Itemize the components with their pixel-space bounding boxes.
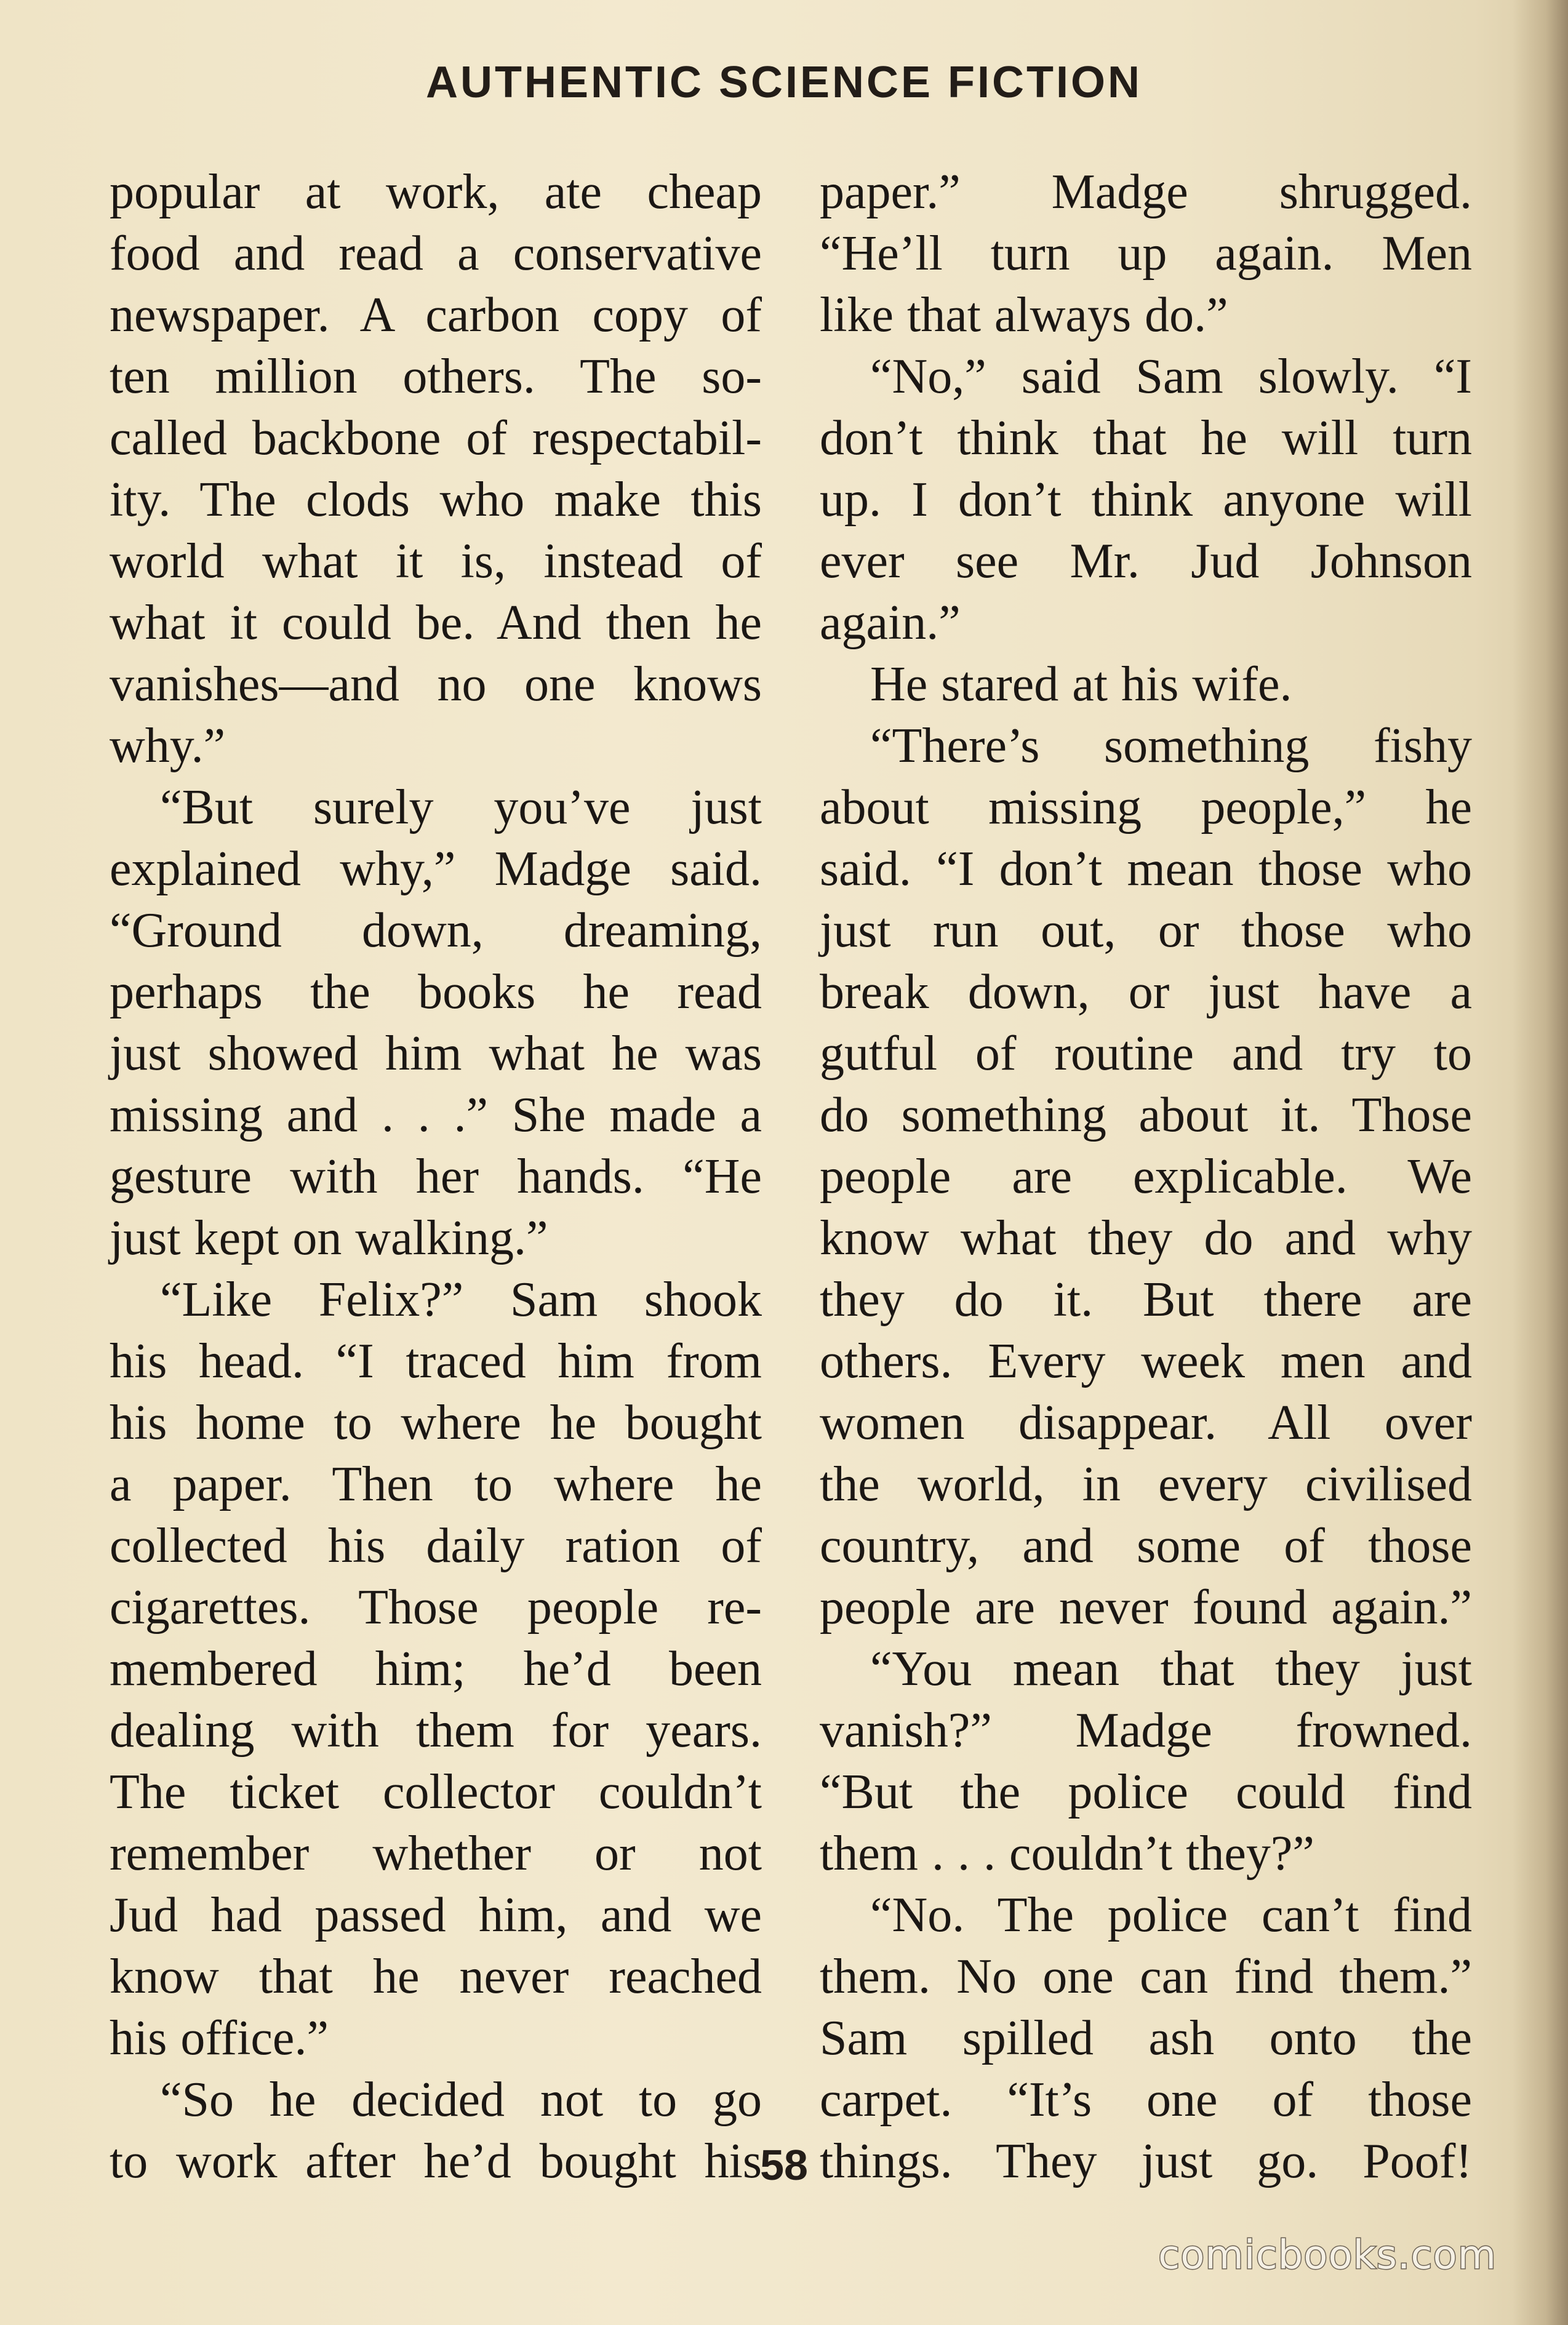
running-head: AUTHENTIC SCIENCE FICTION xyxy=(425,58,1142,107)
text-line: Jud had passed him, and we xyxy=(110,1888,762,1942)
page-binding-shadow xyxy=(1513,0,1568,2325)
text-line: again.” xyxy=(820,596,961,650)
text-line: carpet. “It’s one of those xyxy=(820,2073,1472,2127)
text-line: to work after he’d bought his xyxy=(110,2134,762,2188)
text-line: break down, or just have a xyxy=(820,965,1472,1019)
text-line: his office.” xyxy=(110,2011,329,2065)
text-line: they do it. But there are xyxy=(820,1273,1472,1327)
text-line: up. I don’t think anyone will xyxy=(820,473,1472,527)
text-line: “So he decided not to go xyxy=(160,2073,762,2127)
text-line: collected his daily ration of xyxy=(110,1519,762,1573)
text-line: gutful of routine and try to xyxy=(820,1026,1472,1081)
text-line: just kept on walking.” xyxy=(110,1211,548,1265)
text-line: know that he never reached xyxy=(110,1950,762,2004)
text-line: just showed him what he was xyxy=(110,1026,762,1081)
text-line: food and read a conservative xyxy=(110,226,762,281)
text-line: women disappear. All over xyxy=(820,1396,1472,1450)
right-text-column xyxy=(820,161,1472,2192)
text-line: cigarettes. Those people re- xyxy=(110,1580,762,1635)
text-line: others. Every week men and xyxy=(820,1334,1472,1388)
text-line: people are never found again.” xyxy=(820,1580,1472,1635)
text-line: called backbone of respectabil- xyxy=(110,411,762,465)
text-line: The ticket collector couldn’t xyxy=(110,1765,762,1819)
text-line: explained why,” Madge said. xyxy=(110,842,762,896)
text-line: things. They just go. Poof! xyxy=(820,2134,1472,2188)
text-line: his home to where he bought xyxy=(110,1396,762,1450)
text-line: ity. The clods who make this xyxy=(110,473,762,527)
text-line: “But the police could find xyxy=(820,1765,1472,1819)
text-line: “Ground down, dreaming, xyxy=(110,903,762,958)
text-line: ten million others. The so- xyxy=(110,350,762,404)
text-line: “No. The police can’t find xyxy=(870,1888,1472,1942)
text-line: dealing with them for years. xyxy=(110,1703,762,1758)
text-line: a paper. Then to where he xyxy=(110,1457,762,1511)
text-line: just run out, or those who xyxy=(820,903,1472,958)
text-line: what it could be. And then he xyxy=(110,596,762,650)
text-line: vanishes—and no one knows xyxy=(110,657,762,711)
text-line: country, and some of those xyxy=(820,1519,1472,1573)
text-line: them. No one can find them.” xyxy=(820,1950,1472,2004)
text-line: He stared at his wife. xyxy=(870,657,1292,711)
text-line: why.” xyxy=(110,719,226,773)
text-line: know what they do and why xyxy=(820,1211,1472,1265)
text-line: the world, in every civilised xyxy=(820,1457,1472,1511)
text-line: remember whether or not xyxy=(110,1827,762,1881)
text-line: “No,” said Sam slowly. “I xyxy=(870,350,1472,404)
text-line: paper.” Madge shrugged. xyxy=(820,165,1472,219)
text-line: do something about it. Those xyxy=(820,1088,1472,1142)
text-line: gesture with her hands. “He xyxy=(110,1150,762,1204)
text-line: popular at work, ate cheap xyxy=(110,165,762,219)
page-number: 58 xyxy=(760,2141,808,2189)
text-line: “He’ll turn up again. Men xyxy=(820,226,1472,281)
text-line: them . . . couldn’t they?” xyxy=(820,1827,1314,1881)
watermark: comicbooks.com xyxy=(1158,2233,1497,2278)
left-text-column xyxy=(110,161,762,2192)
text-line: vanish?” Madge frowned. xyxy=(820,1703,1472,1758)
text-line: about missing people,” he xyxy=(820,780,1472,834)
text-line: membered him; he’d been xyxy=(110,1642,762,1696)
text-line: Sam spilled ash onto the xyxy=(820,2011,1472,2065)
text-line: newspaper. A carbon copy of xyxy=(110,288,762,342)
text-line: like that always do.” xyxy=(820,288,1228,342)
text-line: people are explicable. We xyxy=(820,1150,1472,1204)
text-line: “There’s something fishy xyxy=(870,719,1472,773)
text-line: perhaps the books he read xyxy=(110,965,762,1019)
text-line: “You mean that they just xyxy=(870,1642,1472,1696)
text-line: “But surely you’ve just xyxy=(160,780,762,834)
text-line: don’t think that he will turn xyxy=(820,411,1472,465)
text-line: his head. “I traced him from xyxy=(110,1334,762,1388)
text-line: ever see Mr. Jud Johnson xyxy=(820,534,1472,588)
text-line: “Like Felix?” Sam shook xyxy=(160,1273,762,1327)
text-line: world what it is, instead of xyxy=(110,534,762,588)
text-line: said. “I don’t mean those who xyxy=(820,842,1472,896)
text-line: missing and . . .” She made a xyxy=(110,1088,762,1142)
